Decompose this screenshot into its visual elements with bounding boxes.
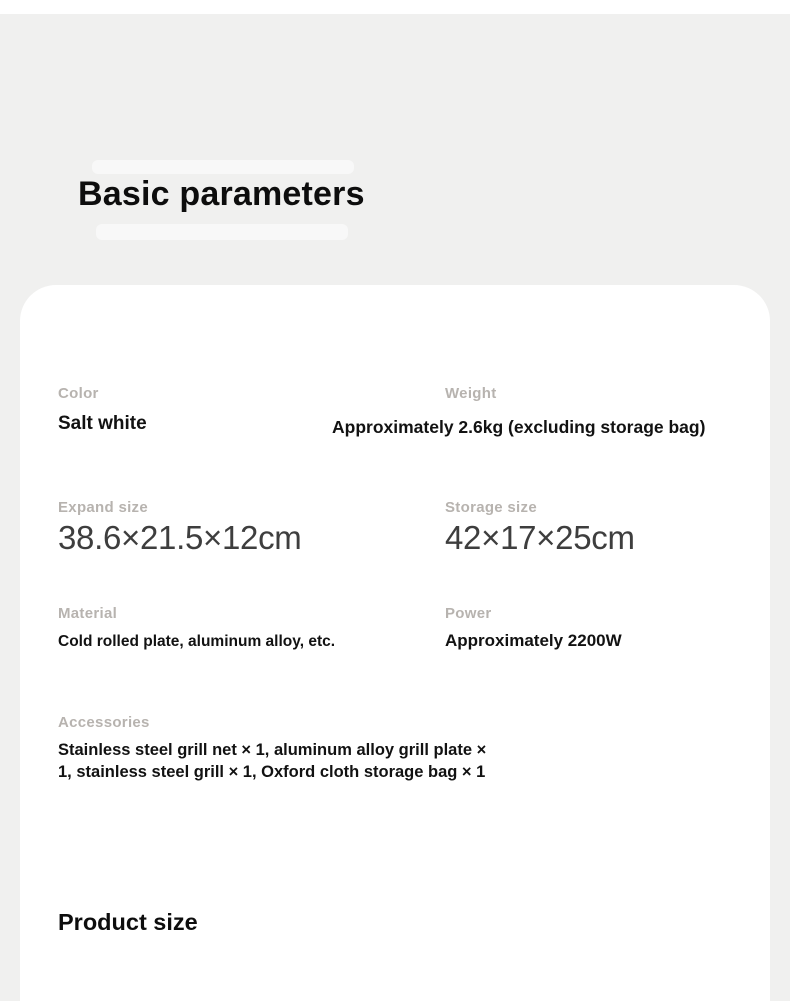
material-label: Material xyxy=(58,605,118,622)
expand-size-value: 38.6×21.5×12cm xyxy=(58,519,302,556)
weight-value: Approximately 2.6kg (excluding storage bag) xyxy=(332,417,706,437)
top-white-strip xyxy=(0,0,790,14)
color-label: Color xyxy=(58,385,99,402)
weight-label: Weight xyxy=(445,385,497,402)
power-label: Power xyxy=(445,605,492,622)
color-value: Salt white xyxy=(58,413,147,434)
expand-size-label: Expand size xyxy=(58,499,148,516)
power-value: Approximately 2200W xyxy=(445,631,622,650)
basic-parameters-title: Basic parameters xyxy=(78,175,365,213)
basic-parameters-header xyxy=(0,14,790,285)
storage-size-label: Storage size xyxy=(445,499,537,516)
specs-card xyxy=(20,285,770,1001)
storage-size-value: 42×17×25cm xyxy=(445,519,635,556)
page-background xyxy=(0,14,790,1001)
accessories-label: Accessories xyxy=(58,714,150,731)
product-size-title: Product size xyxy=(58,909,198,935)
decorative-highlight-bottom xyxy=(96,224,348,240)
material-value: Cold rolled plate, aluminum alloy, etc. xyxy=(58,633,336,650)
accessories-value: Stainless steel grill net × 1, aluminum alloy grill plate × 1, stainless steel grill × 1, Oxford cloth storage bag × 1 xyxy=(58,741,487,781)
